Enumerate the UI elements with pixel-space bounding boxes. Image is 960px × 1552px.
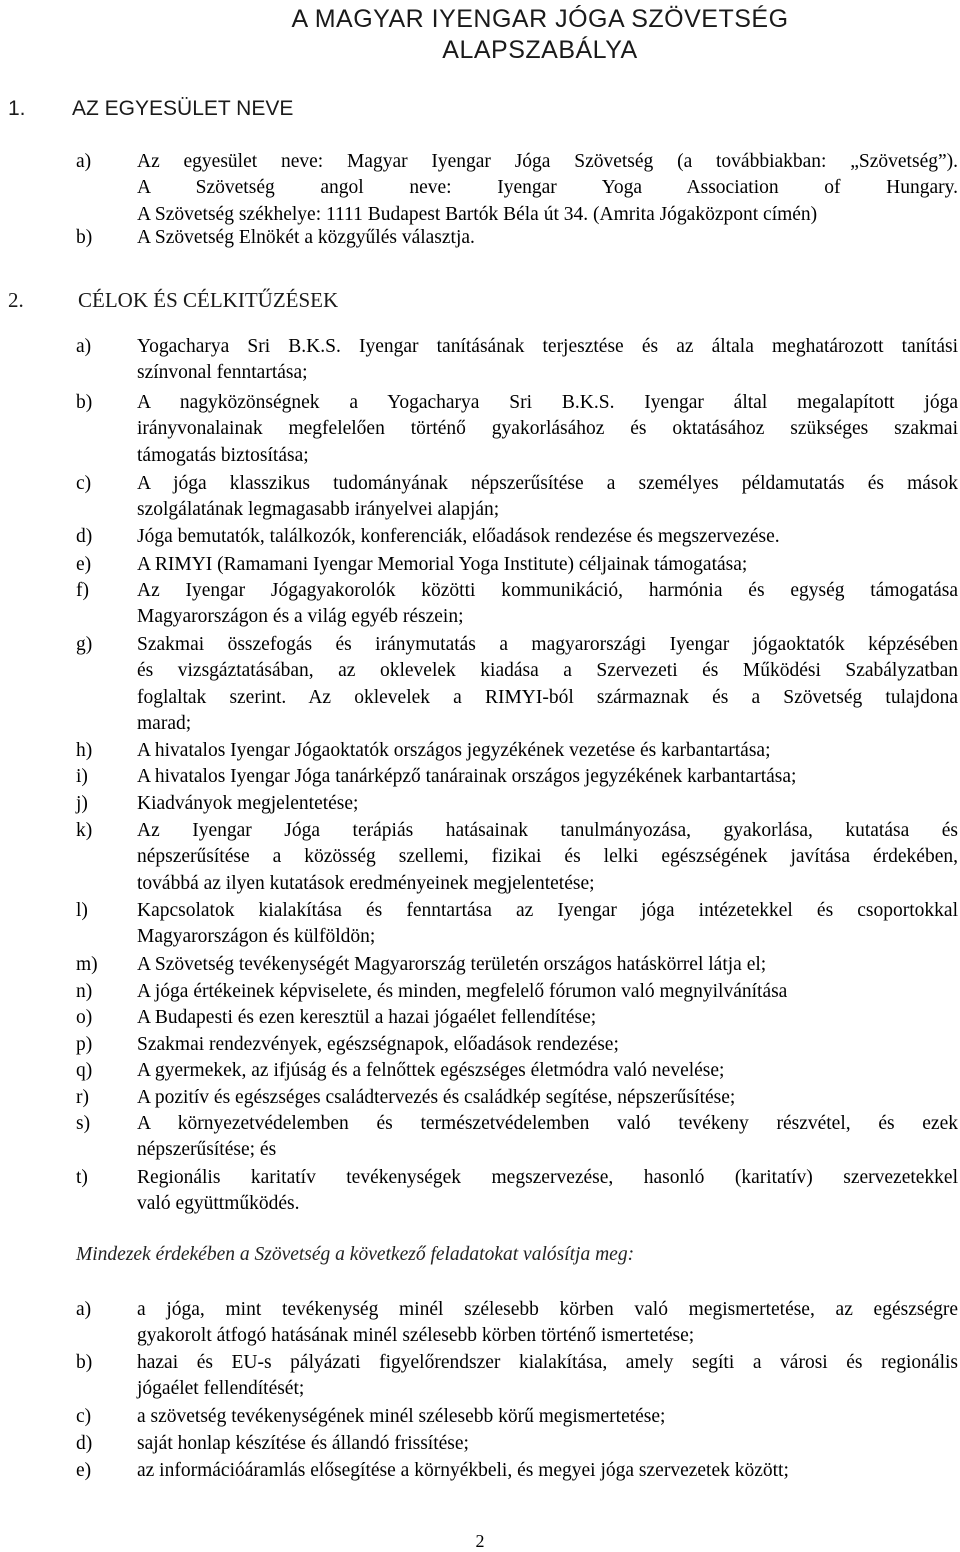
section-1-heading	[8, 97, 293, 121]
list-item-text-line: A hivatalos Iyengar Jógaoktatók országos jegyzékének vezetése és karbantartása;	[137, 740, 771, 761]
list-item-label: g)	[76, 634, 93, 655]
list-item-label: s)	[76, 1113, 91, 1134]
list-item-text-line: Regionális karitatív tevékenységek megszervezése, hasonló (karitatív) szervezetekkel	[137, 1167, 958, 1188]
list-item-text-line: való együttműködés.	[137, 1193, 300, 1215]
list-item-text-line: továbbá az ilyen kutatások eredményeinek megjelentetése;	[137, 872, 595, 894]
list-item-text-line: saját honlap készítése és állandó frissítése;	[137, 1433, 469, 1454]
list-item-text-line: A Szövetség Elnökét a közgyűlés választja.	[137, 227, 475, 248]
list-item-text-line: foglaltak szerint. Az oklevelek a RIMYI-ból származnak és a Szövetség tulajdona	[137, 686, 958, 708]
list-item-text-line: A Szövetség tevékenységét Magyarország területén országos hatáskörrel látja el;	[137, 954, 767, 975]
section-2-number: 2.	[8, 288, 24, 312]
list-item-label: o)	[76, 1007, 93, 1028]
tasks-intro: Mindezek érdekében a Szövetség a következő feladatokat valósítja meg:	[76, 1244, 635, 1265]
section-1-title: AZ EGYESÜLET NEVE	[72, 97, 294, 120]
list-item-text-line: Szakmai rendezvények, egészségnapok, előadások rendezése;	[137, 1034, 619, 1055]
list-item-label: j)	[76, 793, 88, 814]
list-item-label: k)	[76, 820, 93, 841]
list-item-text-line: A Szövetség székhelye: 1111 Budapest Bartók Béla út 34. (Amrita Jógaközpont címén)	[137, 203, 818, 225]
list-item-text-line: A hivatalos Iyengar Jóga tanárképző tanárainak országos jegyzékének karbantartása;	[137, 766, 797, 787]
list-item-text-line: Magyarországon és a világ egyéb részein;	[137, 606, 464, 628]
list-item-text-line: marad;	[137, 713, 192, 735]
document-title-line-2: ALAPSZABÁLYA	[442, 36, 638, 64]
list-item-label: e)	[76, 1460, 92, 1481]
list-item-label: p)	[76, 1034, 93, 1055]
list-item-label: b)	[76, 392, 93, 413]
section-1-number: 1.	[8, 97, 26, 120]
page-number: 2	[475, 1531, 485, 1551]
list-item-text-line: a jóga, mint tevékenység minél szélesebb körben való megismertetése, az egészségre	[137, 1299, 958, 1320]
list-item-text-line: Kiadványok megjelentetése;	[137, 793, 359, 814]
document-title-line-1: A MAGYAR IYENGAR JÓGA SZÖVETSÉG	[291, 5, 789, 33]
list-item-label: t)	[76, 1167, 88, 1188]
list-item-text-line: és vizsgáztatásában, az oklevelek kiadása a Szervezeti és Működési Szabályzatban	[137, 660, 958, 682]
list-item-label: f)	[76, 580, 89, 601]
list-item-label: a)	[76, 336, 92, 357]
list-item-text-line: A Szövetség angol neve: Iyengar Yoga Association of Hungary.	[137, 177, 958, 199]
list-item-label: q)	[76, 1060, 93, 1081]
list-item-text-line: A Budapesti és ezen keresztül a hazai jógaélet fellendítése;	[137, 1007, 597, 1028]
list-item-label: c)	[76, 473, 92, 494]
list-item-label: m)	[76, 954, 98, 975]
list-item-label: i)	[76, 766, 88, 787]
list-item-text-line: irányvonalainak megfelelően történő gyakorlásához és oktatásához szükséges szakmai	[137, 418, 958, 440]
list-item-text-line: népszerűsítése a közösség szellemi, fizikai és lelki egészségének javítása érdekében,	[137, 846, 958, 868]
list-item-text-line: jógaélet fellendítését;	[137, 1378, 305, 1400]
list-item-text-line: Magyarországon és külföldön;	[137, 926, 376, 948]
list-item-text-line: Jóga bemutatók, találkozók, konferenciák, előadások rendezése és megszervezése.	[137, 526, 780, 547]
list-item-text-line: A gyermekek, az ifjúság és a felnőttek egészséges életmódra való nevelése;	[137, 1060, 725, 1081]
list-item-text-line: támogatás biztosítása;	[137, 444, 309, 466]
list-item-text-line: Az Iyengar Jógagyakorolók közötti kommunikáció, harmónia és egység támogatása	[137, 580, 958, 601]
list-item-label: c)	[76, 1406, 92, 1427]
list-item-label: r)	[76, 1087, 89, 1108]
list-item-text-line: szolgálatának legmagasabb irányelvei alapján;	[137, 499, 500, 521]
list-item-text-line: A pozitív és egészséges családtervezés és családkép segítése, népszerűsítése;	[137, 1087, 736, 1108]
list-item-label: d)	[76, 526, 93, 547]
list-item-text-line: A nagyközönségnek a Yogacharya Sri B.K.S. Iyengar által megalapított jóga	[137, 392, 958, 413]
list-item-text-line: Az Iyengar Jóga terápiás hatásainak tanulmányozása, gyakorlása, kutatása és	[137, 820, 958, 841]
list-item-text-line: A jóga klasszikus tudományának népszerűsítése a személyes példamutatás és mások	[137, 473, 958, 494]
section-2-heading	[8, 288, 338, 313]
list-item-label: h)	[76, 740, 93, 761]
list-item-text-line: gyakorolt átfogó hatásának minél szélesebb körben történő ismertetése;	[137, 1325, 695, 1347]
list-item-text-line: az információáramlás elősegítése a környékbeli, és megyei jóga szervezetek között;	[137, 1460, 789, 1481]
list-item-label: b)	[76, 227, 93, 248]
list-item-text-line: hazai és EU-s pályázati figyelőrendszer kialakítása, amely segíti a városi és regionális	[137, 1352, 958, 1373]
list-item-text-line: A RIMYI (Ramamani Iyengar Memorial Yoga Institute) céljainak támogatása;	[137, 554, 748, 575]
list-item-label: l)	[76, 900, 88, 921]
list-item-label: e)	[76, 554, 92, 575]
section-2-title: CÉLOK ÉS CÉLKITŰZÉSEK	[78, 288, 339, 312]
list-item-text-line: A környezetvédelemben és természetvédelemben való tevékeny részvétel, és ezek	[137, 1113, 958, 1134]
list-item-text-line: Szakmai összefogás és iránymutatás a magyarországi Iyengar jógaoktatók képzésében	[137, 634, 958, 655]
list-item-label: n)	[76, 981, 93, 1002]
list-item-text-line: népszerűsítése; és	[137, 1139, 277, 1161]
list-item-label: d)	[76, 1433, 93, 1454]
list-item-label: b)	[76, 1352, 93, 1373]
list-item-text-line: Yogacharya Sri B.K.S. Iyengar tanításának terjesztése és az általa meghatározott tanítási	[137, 336, 958, 357]
list-item-text-line: a szövetség tevékenységének minél szélesebb körű megismertetése;	[137, 1406, 666, 1427]
list-item-label: a)	[76, 1299, 92, 1320]
list-item-text-line: Az egyesület neve: Magyar Iyengar Jóga Szövetség (a továbbiakban: „Szövetség”).	[137, 151, 958, 172]
list-item-label: a)	[76, 151, 92, 172]
list-item-text-line: A jóga értékeinek képviselete, és minden, megfelelő fórumon való megnyilvánítása	[137, 981, 788, 1002]
list-item-text-line: színvonal fenntartása;	[137, 362, 308, 384]
list-item-text-line: Kapcsolatok kialakítása és fenntartása az Iyengar jóga intézetekkel és csoportokkal	[137, 900, 958, 921]
